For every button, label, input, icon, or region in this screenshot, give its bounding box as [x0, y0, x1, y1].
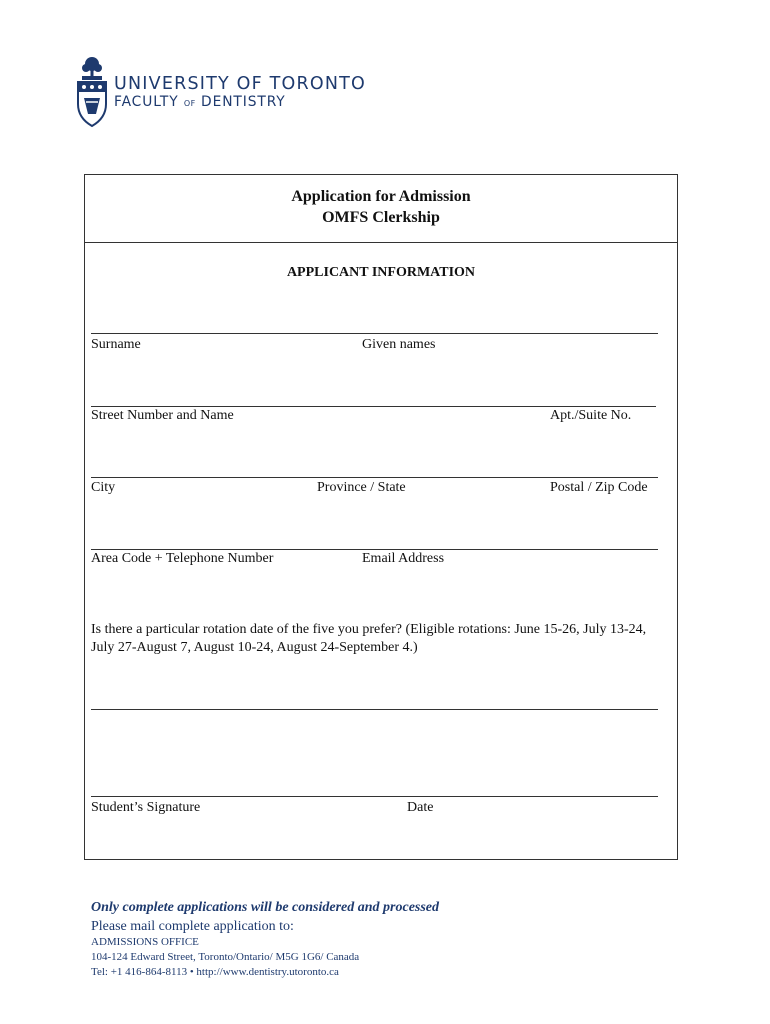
street-line[interactable] [91, 406, 656, 407]
surname-line[interactable] [91, 333, 658, 334]
signature-line[interactable] [91, 796, 658, 797]
university-name: UNIVERSITY OF TORONTO [114, 74, 367, 94]
surname-label: Surname [91, 337, 141, 352]
phone-label: Area Code + Telephone Number [91, 551, 274, 566]
province-label: Province / State [317, 480, 406, 495]
rotation-answer-line[interactable] [91, 709, 658, 710]
completion-note: Only complete applications will be considered and processed [91, 900, 440, 915]
email-label: Email Address [362, 551, 445, 566]
city-line[interactable] [91, 477, 658, 478]
rotation-question: Is there a particular rotation date of the five you prefer? (Eligible rotations: June 15-26, July 13-24, July 27-August 7, August 10-24, August 24-September 4.) [91, 622, 647, 655]
faculty-name: FACULTY OF DENTISTRY [114, 94, 286, 110]
date-label: Date [407, 800, 434, 815]
office-address: 104-124 Edward Street, Toronto/Ontario/ M5G 1G6/ Canada [91, 951, 360, 963]
given-names-label: Given names [362, 337, 436, 352]
city-label: City [91, 480, 116, 495]
signature-label: Student’s Signature [91, 800, 201, 815]
office-name: ADMISSIONS OFFICE [91, 936, 199, 948]
street-label: Street Number and Name [91, 408, 234, 423]
title-divider [84, 242, 678, 243]
form-title: Application for Admission [291, 188, 471, 205]
section-heading: APPLICANT INFORMATION [286, 265, 476, 280]
university-logo [74, 52, 414, 132]
university-crest-icon [74, 52, 110, 132]
office-contact: Tel: +1 416-864-8113 • http://www.dentistry.utoronto.ca [91, 966, 339, 978]
postal-label: Postal / Zip Code [550, 480, 648, 495]
mail-instruction: Please mail complete application to: [91, 919, 294, 934]
form-subtitle: OMFS Clerkship [322, 209, 440, 226]
phone-email-line[interactable] [91, 549, 658, 550]
apt-label: Apt./Suite No. [550, 408, 632, 423]
